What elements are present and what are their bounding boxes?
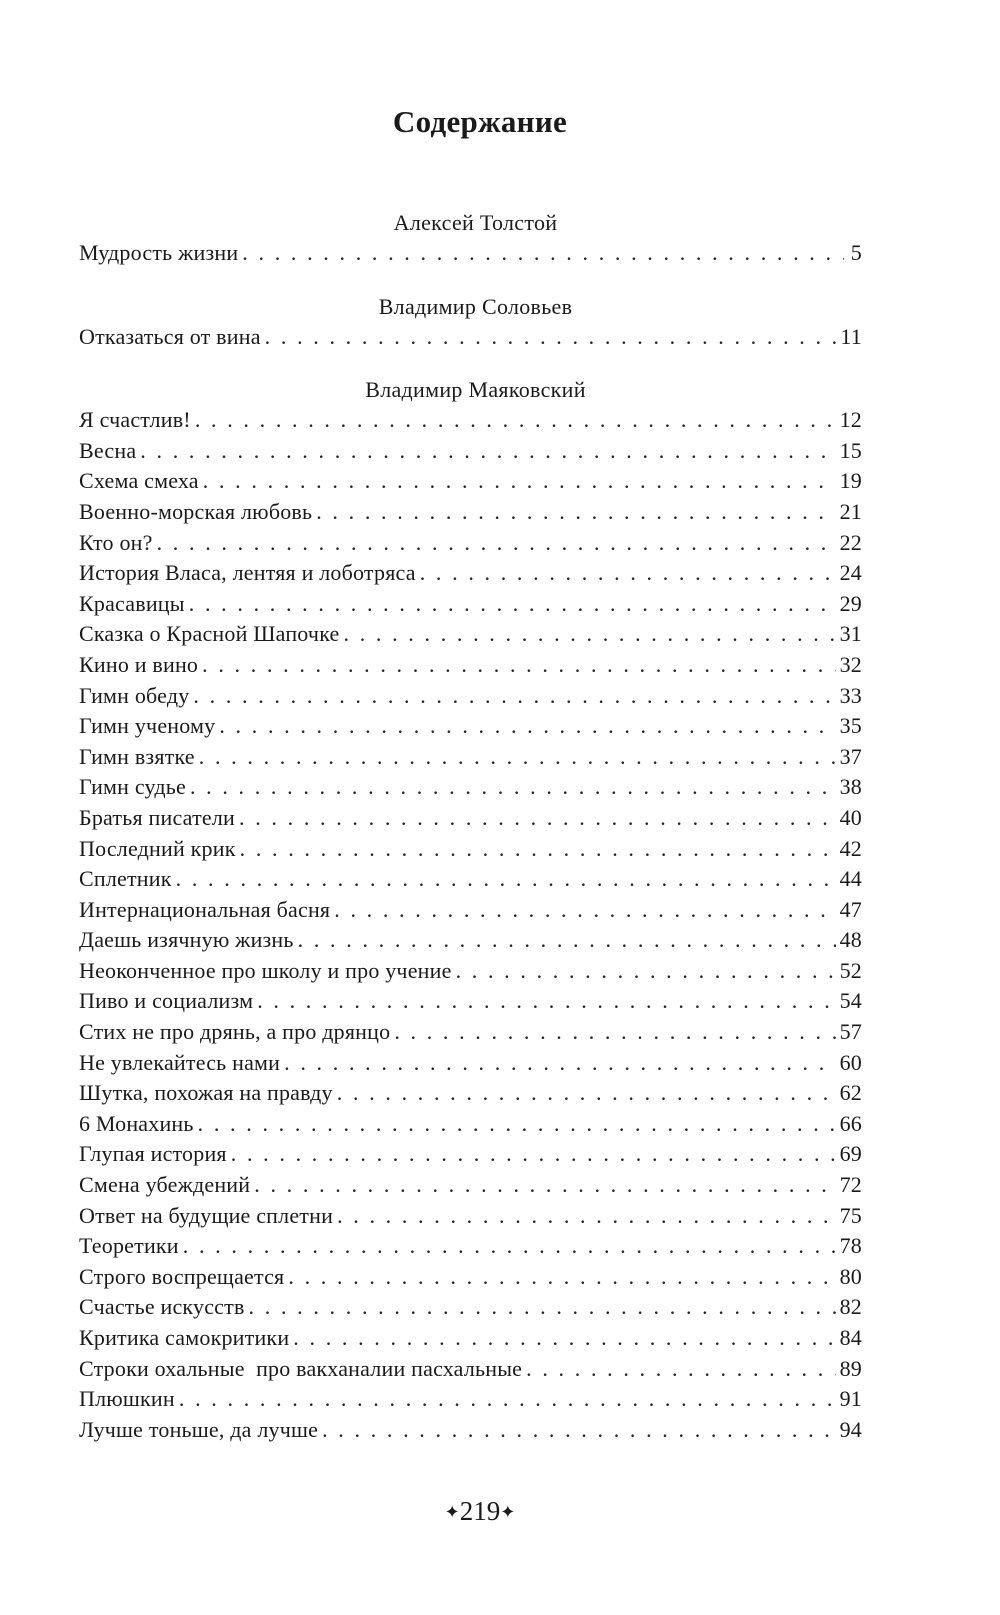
toc-entry-title: 6 Монахинь (79, 1110, 194, 1136)
toc-entry (79, 772, 862, 803)
toc-entry-page: 75 (839, 1202, 862, 1228)
toc-entry-page: 24 (839, 560, 862, 586)
toc-entry-title: Критика самокритики (79, 1325, 290, 1350)
dot-leader (288, 1262, 835, 1293)
dot-leader (337, 1078, 836, 1109)
toc-entry-title: Последний крик (79, 835, 236, 861)
ornament-right-icon: ✦ (500, 1501, 516, 1522)
toc-entry-title: Мудрость жизни (79, 240, 239, 265)
toc-entry-page: 11 (840, 323, 862, 349)
dot-leader (240, 834, 836, 865)
toc-entry-page: 31 (839, 621, 862, 647)
toc-entry (79, 619, 862, 650)
toc-entry-title: Строго воспрещается (79, 1263, 285, 1289)
page-title: Содержание (392, 104, 568, 139)
toc-entry-page: 29 (839, 590, 862, 616)
dot-leader (293, 1323, 835, 1354)
toc-entry-title: Кино и вино (79, 651, 199, 677)
toc-entry-title: Шутка, похожая на правду (79, 1080, 333, 1106)
toc-entry (79, 834, 862, 865)
toc-entry-page: 54 (839, 988, 862, 1014)
toc-entry-title: Гимн ученому (79, 713, 216, 739)
dot-leader (195, 405, 836, 436)
dot-leader (337, 1201, 836, 1232)
toc-entry-page: 94 (839, 1416, 862, 1442)
section-author: Алексей Толстой (393, 210, 558, 235)
toc-entry (79, 1078, 862, 1109)
toc-entry (79, 238, 862, 269)
toc-entry-page: 78 (839, 1233, 862, 1259)
dot-leader (284, 1048, 835, 1079)
toc-entry (79, 803, 862, 834)
toc-entry-title: Теоретики (79, 1233, 179, 1259)
dot-leader (219, 711, 835, 742)
toc-entry (79, 986, 862, 1017)
toc-entry-title: Смена убеждений (79, 1172, 251, 1198)
page-number-footer (0, 1496, 960, 1527)
dot-leader (257, 986, 835, 1017)
dot-leader (239, 803, 836, 834)
toc-entry-page: 89 (839, 1355, 862, 1381)
toc-entry (79, 1262, 862, 1293)
toc-entry-title: Военно-морская любовь (79, 498, 313, 524)
toc-entry-page: 12 (839, 407, 862, 433)
toc-entry-title: Не увлекайтесь нами (79, 1049, 281, 1075)
toc-entry (79, 1139, 862, 1170)
toc-entry (79, 1231, 862, 1262)
toc-entry-page: 32 (839, 651, 862, 677)
toc-entry (79, 1415, 862, 1446)
toc-entry (79, 1201, 862, 1232)
toc-entry-page: 69 (839, 1141, 862, 1167)
toc-entry-title: Кто он? (79, 529, 153, 555)
toc-entry (79, 558, 862, 589)
toc-entry-title: Пиво и социализм (79, 988, 254, 1014)
toc-entry (79, 1170, 862, 1201)
toc-entry (79, 1354, 862, 1385)
dot-leader (189, 589, 836, 620)
dot-leader (456, 956, 836, 987)
toc-entry-title: Плюшкин (79, 1386, 175, 1412)
toc-entry-page: 15 (839, 437, 862, 463)
toc-entry-page: 52 (839, 957, 862, 983)
toc-entry-page: 66 (839, 1110, 862, 1136)
dot-leader (193, 681, 835, 712)
toc-entry (79, 1384, 862, 1415)
toc-entry (79, 864, 862, 895)
toc-entry (79, 925, 862, 956)
toc-entry (79, 1017, 862, 1048)
toc-entry-page: 60 (839, 1049, 862, 1075)
dot-leader (183, 1231, 836, 1262)
toc-entry (79, 650, 862, 681)
toc-entry (79, 405, 862, 436)
ornament-left-icon: ✦ (444, 1501, 460, 1522)
toc-entry-page: 21 (839, 498, 862, 524)
toc-entry-page: 37 (839, 743, 862, 769)
toc-entry (79, 322, 862, 353)
dot-leader (298, 925, 836, 956)
toc-entry-title: Весна (79, 437, 137, 463)
dot-leader (316, 497, 835, 528)
section-author: Владимир Соловьев (378, 293, 573, 319)
toc-entry-title: Строки охальные про вакханалии пасхальные (79, 1355, 523, 1381)
toc-entry-page: 84 (839, 1325, 862, 1350)
dot-leader (394, 1017, 835, 1048)
dot-leader (198, 1109, 836, 1140)
toc-entry-title: Глупая история (79, 1141, 227, 1167)
toc-entry-page: 33 (839, 682, 862, 708)
dot-leader (190, 772, 836, 803)
toc-entry-page: 42 (839, 835, 862, 861)
dot-leader (176, 864, 836, 895)
toc-entry-page: 57 (839, 1019, 862, 1045)
toc-entry-page: 22 (839, 529, 862, 555)
toc-entry (79, 1048, 862, 1079)
dot-leader (265, 322, 837, 353)
toc-entry-title: Даешь изячную жизнь (79, 927, 294, 953)
dot-leader (420, 558, 836, 589)
dot-leader (157, 528, 836, 559)
dot-leader (202, 650, 835, 681)
toc-entry (79, 1292, 862, 1323)
toc-entry (79, 528, 862, 559)
toc-entry (79, 711, 862, 742)
section-author: Владимир Маяковский (365, 377, 586, 403)
toc-entry-title: Отказаться от вина (79, 323, 261, 349)
toc-entry-title: Лучше тоньше, да лучше (79, 1416, 319, 1442)
toc-entry-page: 5 (850, 240, 862, 265)
dot-leader (526, 1354, 835, 1385)
toc-entry (79, 1323, 862, 1354)
toc-entry-page: 82 (839, 1294, 862, 1320)
toc-entry (79, 436, 862, 467)
toc-entry-title: Неоконченное про школу и про учение (79, 957, 452, 983)
toc-entry (79, 895, 862, 926)
toc-entry (79, 466, 862, 497)
dot-leader (254, 1170, 835, 1201)
toc-entry (79, 956, 862, 987)
page-number: 219 (459, 1496, 501, 1526)
toc-entry (79, 589, 862, 620)
toc-entry-title: Счастье искусств (79, 1294, 245, 1320)
toc-entry-title: Гимн обеду (79, 682, 190, 708)
toc-entry-title: История Власа, лентяя и лоботряса (79, 560, 416, 586)
toc-entry-page: 44 (839, 866, 862, 892)
toc-entry-title: Интернациональная басня (79, 896, 331, 922)
toc-entry-page: 62 (839, 1080, 862, 1106)
dot-leader (231, 1139, 836, 1170)
dot-leader (249, 1292, 836, 1323)
dot-leader (334, 895, 835, 926)
toc-entry (79, 681, 862, 712)
dot-leader (322, 1415, 836, 1446)
toc-entry-title: Я счастлив! (79, 407, 191, 433)
dot-leader (140, 436, 835, 467)
toc-entry-page: 35 (839, 713, 862, 739)
toc-entry-page: 72 (839, 1172, 862, 1198)
toc-entry-page: 47 (839, 896, 862, 922)
dot-leader (179, 1384, 836, 1415)
toc-entry-page: 48 (839, 927, 862, 953)
toc-entry-title: Сплетник (79, 866, 172, 892)
toc-entry-page: 80 (839, 1263, 862, 1289)
dot-leader (199, 742, 836, 773)
toc-entry-page: 38 (839, 774, 862, 800)
dot-leader (344, 619, 836, 650)
toc-entry-title: Сказка о Красной Шапочке (79, 621, 340, 647)
toc-entry-title: Стих не про дрянь, а про дрянцо (79, 1019, 391, 1045)
toc-entry-title: Схема смеха (79, 468, 199, 494)
toc-entry-title: Ответ на будущие сплетни (79, 1202, 334, 1228)
toc-entry-title: Красавицы (79, 590, 185, 616)
dot-leader (203, 466, 836, 497)
toc-entry-page: 40 (839, 804, 862, 830)
toc-entry-page: 91 (839, 1386, 862, 1412)
toc-entry-page: 19 (839, 468, 862, 494)
toc-entry-title: Гимн судье (79, 774, 186, 800)
toc-entry-title: Братья писатели (79, 804, 236, 830)
toc-entry-title: Гимн взятке (79, 743, 195, 769)
toc-entry (79, 1109, 862, 1140)
dot-leader (242, 238, 844, 269)
toc-entry (79, 497, 862, 528)
toc-entry (79, 742, 862, 773)
table-of-contents (79, 207, 862, 1445)
